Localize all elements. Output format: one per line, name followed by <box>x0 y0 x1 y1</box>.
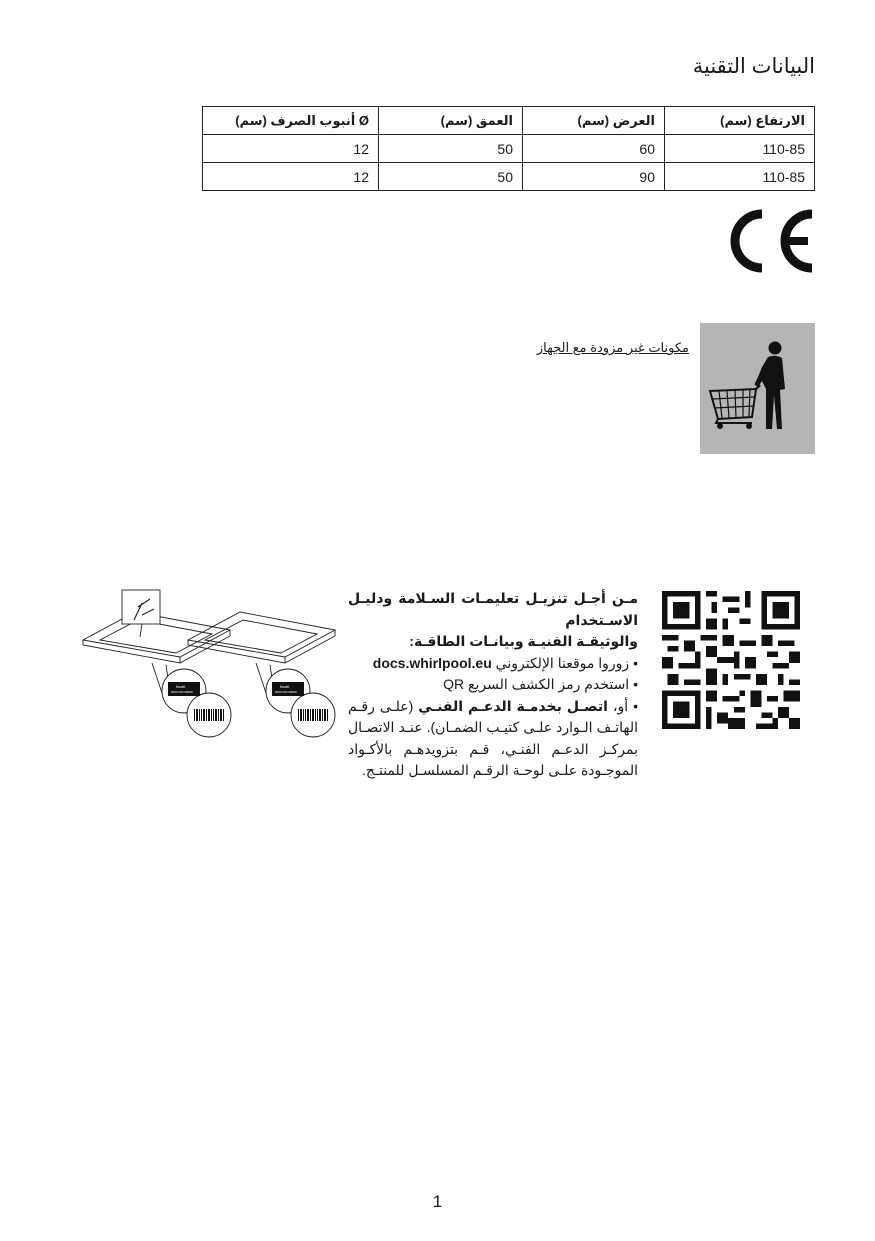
cell-width: 90 <box>523 163 665 191</box>
bullet-support-rest: (علـى رقـم الهاتـف الـوارد علـى كتيـب الضمـان). عنـد الاتصـال بمركـز الدعـم الفنـي، قـم بتزويدهـم بالأكـواد الموجـودة علـى لوحـة الرقـم المسلسـل للمنتـج. <box>348 697 638 778</box>
table-header-row <box>203 107 815 135</box>
cell-height: 110-85 <box>665 135 815 163</box>
table-row <box>203 135 815 163</box>
hood-rating-plate-illustration <box>80 585 340 755</box>
website-link[interactable]: docs.whirlpool.eu <box>372 654 492 671</box>
plate-label-model: Model <box>280 685 290 689</box>
cell-depth: 50 <box>379 135 523 163</box>
bullet-support-bold: اتصـل بخدمـة الدعـم الفنـي <box>418 697 608 714</box>
header-height: الارتفاع (سم) <box>665 107 815 135</box>
download-heading-line1: مـن أجـل تنزيـل تعليمـات السـلامة ودليـل الاسـتخدام <box>348 590 638 628</box>
ce-mark-icon <box>722 206 816 276</box>
qr-code-icon <box>662 591 800 729</box>
plate-label-model: Model <box>176 685 186 689</box>
header-duct: Ø أنبوب الصرف (سم) <box>203 107 379 135</box>
cell-height: 110-85 <box>665 163 815 191</box>
bullet-support <box>348 696 638 782</box>
person-with-cart-icon <box>700 323 815 454</box>
header-depth: العمق (سم) <box>379 107 523 135</box>
cell-depth: 50 <box>379 163 523 191</box>
page-number: 1 <box>432 1192 443 1211</box>
cell-duct: 12 <box>203 163 379 191</box>
header-width: العرض (سم) <box>523 107 665 135</box>
cell-duct: 12 <box>203 135 379 163</box>
shopping-cart-box <box>700 323 815 454</box>
plate-label-code: 0000 000 00000 <box>171 690 193 694</box>
spec-table <box>202 106 815 191</box>
bullet-qr: • استخدم رمز الكشف السريع QR <box>443 676 638 692</box>
bullet-website-text: • زوروا موقعنا الإلكتروني <box>491 654 638 671</box>
table-row <box>203 163 815 191</box>
bullet-support-prefix: • أو، <box>607 697 638 714</box>
download-info <box>348 588 638 782</box>
download-heading-line2: والوثيقـة الفنيـة وبيانـات الطاقـة: <box>409 633 638 649</box>
bullet-website <box>348 653 638 675</box>
plate-label-code: 0000 000 00000 <box>275 690 297 694</box>
cell-width: 60 <box>523 135 665 163</box>
page-title: البيانات التقنية <box>692 55 815 78</box>
not-supplied-label: مكونات غير مزودة مع الجهاز <box>536 340 689 355</box>
